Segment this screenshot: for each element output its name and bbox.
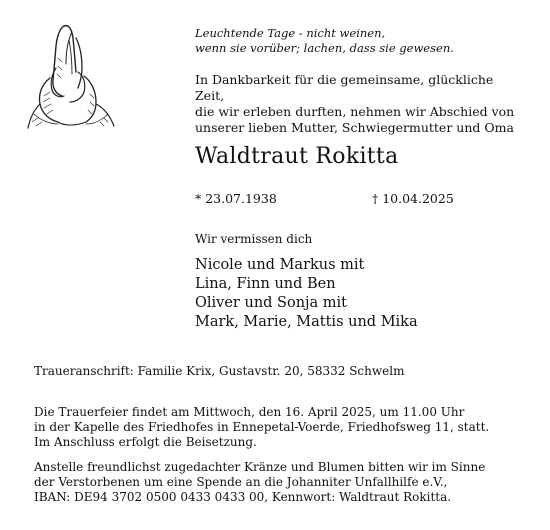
donation-line: IBAN: DE94 3702 0500 0433 0433 00, Kennwort: Waldtraut Rokitta. [34,490,452,504]
farewell-line: unserer lieben Mutter, Schwiegermutter und Oma [195,120,514,135]
ceremony-line: in der Kapelle des Friedhofes in Ennepetal-Voerde, Friedhofsweg 11, statt. [34,420,490,434]
ceremony-details [34,405,489,450]
mourner-line: Lina, Finn und Ben [195,276,336,292]
mourners-intro: Wir vermissen dich [195,232,313,246]
birth-date: * 23.07.1938 [195,191,277,206]
donation-line: der Verstorbenen um eine Spende an die Johanniter Unfallhilfe e.V., [34,475,448,489]
praying-hands-icon [20,18,120,133]
mourner-line: Mark, Marie, Mattis und Mika [195,314,418,330]
ceremony-line: Die Trauerfeier findet am Mittwoch, den 16. April 2025, um 11.00 Uhr [34,405,465,419]
farewell-line: In Dankbarkeit für die gemeinsame, glückliche Zeit, [195,72,494,103]
ceremony-line: Im Anschluss erfolgt die Beisetzung. [34,435,257,449]
donation-line: Anstelle freundlichst zugedachter Kränze und Blumen bitten wir im Sinne [34,460,486,474]
mourner-line: Oliver und Sonja mit [195,295,348,311]
quote-line: wenn sie vorüber; lachen, dass sie gewesen. [195,41,454,55]
mourners-list [195,256,418,332]
farewell-line: die wir erleben durften, nehmen wir Abschied von [195,104,515,119]
quote-line: Leuchtende Tage - nicht weinen, [195,26,386,40]
memorial-quote [195,26,454,56]
mourner-line: Nicole und Markus mit [195,257,365,273]
death-date: † 10.04.2025 [372,191,454,206]
mourning-address: Traueranschrift: Familie Krix, Gustavstr. 20, 58332 Schwelm [34,364,405,378]
deceased-name: Waldtraut Rokitta [195,144,399,169]
farewell-text [195,72,525,136]
donation-request [34,460,485,505]
